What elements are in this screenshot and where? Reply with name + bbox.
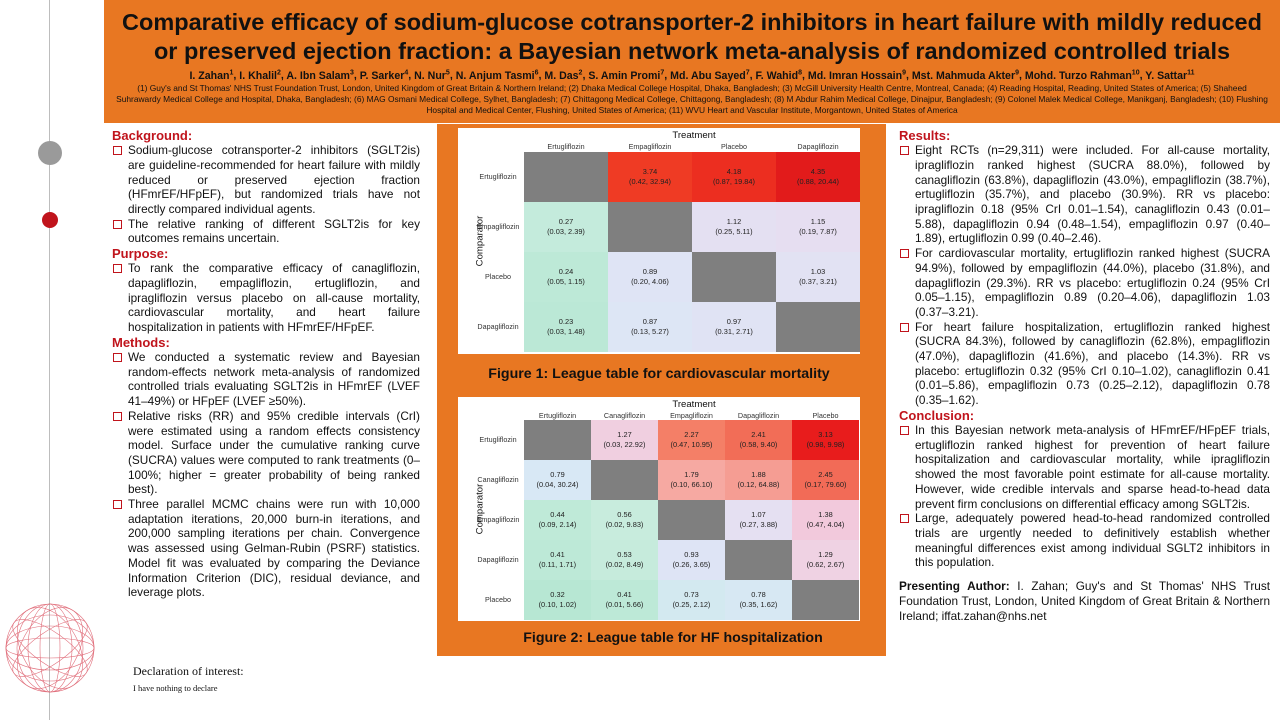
bullet-item: For cardiovascular mortality, ertugliflozin ranked highest (SUCRA 94.9%), followed by empagliflozin (44.0%), placebo (31.8%), and dapagliflozin (29.3%). RR vs placebo: ertugliflozin 0.24 (95% CrI 0.05–1.15), empagliflozin 0.89 (0.20–4.06), dapagliflozin 1.03 (0.37–3.21). [899, 246, 1270, 320]
author-name: M. Das$^2$ [544, 69, 583, 82]
league-table-cell [692, 152, 776, 202]
league-table-cell [792, 420, 859, 460]
league-table-diagonal-cell [658, 500, 725, 540]
bullet-item: Three parallel MCMC chains were run with 10,000 adaptation iterations, 20,000 burn-in iterations, and 200,000 sampling iterations per chain. Convergence was assessed using Gelman-Rubin (PSRF) statistics. Model fit was evaluated by comparing the Deviance Information Criterion (DIC), residual deviance, and leverage plots. [112, 497, 420, 600]
relative-risk-value: 1.12 [726, 217, 742, 226]
author-name: N. Nur$^5$ [414, 69, 450, 82]
league-table-cell [658, 460, 725, 500]
conclusion-list [899, 423, 1270, 570]
author-affiliation-number: 10 [1131, 69, 1140, 76]
poster-title [104, 8, 1280, 66]
comparator-row-header: Placebo [485, 595, 511, 604]
league-table-cell [792, 460, 859, 500]
author-affiliation-number: 7 [660, 69, 665, 76]
author-name: P. Sarker$^4$ [359, 69, 409, 82]
left-column [112, 128, 420, 600]
relative-risk-value: 1.27 [617, 430, 632, 439]
relative-risk-value: 0.44 [550, 510, 565, 519]
relative-risk-value: 0.89 [642, 267, 658, 276]
league-table-cell [591, 420, 658, 460]
author-affiliation-number: 1 [229, 69, 234, 76]
league-table-cell [591, 500, 658, 540]
credible-interval: (0.62, 2.67) [806, 560, 845, 569]
author-affiliation-number: 7 [745, 69, 750, 76]
league-table-cell [692, 202, 776, 252]
credible-interval: (0.27, 3.88) [739, 520, 778, 529]
comparator-row-header: Placebo [485, 272, 511, 281]
bullet-item: Large, adequately powered head-to-head randomized controlled trials are urgently needed to definitively establish whether meaningful differences exist among individual SGLT2 inhibitors in this population. [899, 511, 1270, 570]
league-table-cell [692, 302, 776, 352]
right-column [899, 128, 1270, 623]
presenting-author-text: I. Zahan; Guy's and St Thomas' NHS Trust Foundation Trust, London, United Kingdom of Great Britain & Northern Ireland; iffat.zahan@nhs.net [899, 579, 1270, 623]
league-table-diagonal-cell [524, 152, 608, 202]
author-affiliation-number: 4 [404, 69, 409, 76]
relative-risk-value: 0.79 [550, 470, 565, 479]
relative-risk-value: 0.53 [617, 550, 632, 559]
relative-risk-value: 0.73 [684, 590, 699, 599]
credible-interval: (0.87, 19.84) [713, 177, 755, 186]
comparator-row-header: Dapagliflozin [477, 322, 519, 331]
credible-interval: (0.02, 9.83) [605, 520, 644, 529]
bullet-item: To rank the comparative efficacy of canagliflozin, dapagliflozin, empagliflozin, ertugliflozin, and ipragliflozin versus placebo on all-cause mortality, cardiovascular mortality, and heart failure hospitalization in patients with HFmrEF/HFpEF. [112, 261, 420, 335]
league-table-cell [792, 540, 859, 580]
credible-interval: (0.35, 1.62) [739, 600, 778, 609]
relative-risk-value: 4.35 [810, 167, 826, 176]
league-table-cell [658, 580, 725, 620]
relative-risk-value: 0.23 [558, 317, 574, 326]
league-table-cell [608, 252, 692, 302]
relative-risk-value: 0.93 [684, 550, 699, 559]
credible-interval: (0.26, 3.65) [672, 560, 711, 569]
relative-risk-value: 4.18 [726, 167, 742, 176]
author-affiliation-number: 11 [1187, 69, 1195, 76]
author-affiliation-number: 3 [349, 69, 354, 76]
league-table-cell [776, 152, 860, 202]
credible-interval: (0.19, 7.87) [799, 227, 837, 236]
league-table-cell [524, 460, 591, 500]
author-name: Mst. Mahmuda Akter$^9$ [911, 69, 1019, 82]
league-table-cell [524, 580, 591, 620]
league-table-cell [524, 302, 608, 352]
treatment-axis-label: Treatment [672, 130, 716, 141]
treatment-column-header: Empagliflozin [670, 411, 713, 420]
relative-risk-value: 0.27 [558, 217, 574, 226]
league-table-cell [776, 202, 860, 252]
credible-interval: (0.10, 66.10) [670, 480, 713, 489]
league-table-cell [725, 500, 792, 540]
relative-risk-value: 1.38 [818, 510, 833, 519]
comparator-axis-label: Comparator [474, 483, 486, 535]
author-name: I. Khalil$^2$ [239, 69, 281, 82]
relative-risk-value: 0.41 [550, 550, 565, 559]
presenting-author [899, 579, 1270, 623]
treatment-column-header: Ertugliflozin [547, 142, 585, 151]
treatment-column-header: Placebo [812, 411, 839, 420]
league-table-diagonal-cell [591, 460, 658, 500]
credible-interval: (0.04, 30.24) [536, 480, 579, 489]
relative-risk-value: 2.41 [751, 430, 766, 439]
credible-interval: (0.98, 9.98) [806, 440, 845, 449]
results-list [899, 143, 1270, 408]
presenting-author-label: Presenting Author: [899, 579, 1010, 594]
league-table-cell [658, 420, 725, 460]
results-heading: Results: [899, 128, 951, 143]
credible-interval: (0.05, 1.15) [547, 277, 585, 286]
affiliations: (1) Guy's and St Thomas' NHS Trust Foundation Trust, London, United Kingdom of Great Britain & Northern Ireland; (2) Dhaka Medical College Hospital, Dhaka, Bangladesh; (3) McGill University Health Centre, Montreal, Canada; (4) Reading Hospital, Reading, United States of America; (5) Shaheed Suhrawardy Medical College and Hospital, Dhaka, Bangladesh; (6) MAG Osmani Medical College, Sylhet, Bangladesh; (7) Chittagong Medical College, Chittagong, Bangladesh; (8) M Abdur Rahim Medical College, Dinajpur, Bangladesh; (9) Colonel Malek Medical College, Manikganj, Bangladesh; (10) Flushing Hospital and Medical Center, Flushing, United States of America; (11) WVU Heart and Vascular Institute, Morgantown, United States of America [116, 82, 1268, 115]
credible-interval: (0.11, 1.71) [538, 560, 577, 569]
author-affiliation-number: 6 [534, 69, 539, 76]
author-affiliation-number: 9 [1015, 69, 1019, 76]
author-name: F. Wahid$^8$ [755, 69, 802, 82]
league-table-cell [658, 540, 725, 580]
bullet-item: Sodium-glucose cotransporter-2 inhibitors (SGLT2is) are guideline-recommended for heart failure with mildly reduced or preserved ejection fraction (HFmrEF/HFpEF), but randomized trials have not directly compared individual agents. [112, 143, 420, 217]
author-name: I. Zahan$^1$ [189, 69, 234, 82]
methods-list [112, 350, 420, 600]
bullet-item: Eight RCTs (n=29,311) were included. For all-cause mortality, ipragliflozin ranked highest (SUCRA 88.0%), followed by canagliflozin (63.8%), dapagliflozin (43.0%), empagliflozin (38.7%), ertugliflozin (35.7%), and placebo (30.9%). RR vs placebo: ipragliflozin 0.18 (95% CrI 0.01–1.54), canagliflozin 0.43 (0.01–5.88), dapagliflozin 0.94 (0.48–1.54), empagliflozin 0.97 (0.40–1.89), ertugliflozin 0.99 (0.40–2.46). [899, 143, 1270, 246]
league-table-hf-hospitalization [458, 397, 860, 621]
league-table-cell [524, 252, 608, 302]
league-table-cell [524, 540, 591, 580]
treatment-column-header: Placebo [721, 142, 747, 151]
comparator-row-header: Empagliflozin [476, 515, 520, 524]
bullet-item: We conducted a systematic review and Bayesian random-effects network meta-analysis of randomized controlled trials evaluating SGLT2is in HFmrEF (LVEF 41–49%) or HFpEF (LVEF ≥50%). [112, 350, 420, 409]
relative-risk-value: 2.27 [684, 430, 699, 439]
credible-interval: (0.58, 9.40) [739, 440, 778, 449]
league-table-cell [524, 202, 608, 252]
conclusion-heading: Conclusion: [899, 407, 975, 423]
purpose-list [112, 261, 420, 335]
credible-interval: (0.20, 4.06) [631, 277, 669, 286]
league-table-cell [608, 302, 692, 352]
relative-risk-value: 1.88 [751, 470, 766, 479]
author-name: N. Anjum Tasmi$^6$ [455, 69, 539, 82]
author-affiliation-number: 8 [798, 69, 802, 76]
credible-interval: (0.01, 5.66) [605, 600, 644, 609]
league-table-cell [591, 580, 658, 620]
credible-interval: (0.88, 20.44) [797, 177, 839, 186]
author-name: Md. Imran Hossain$^9$ [807, 69, 906, 82]
title-line-1: Comparative efficacy of sodium-glucose cotransporter-2 inhibitors in heart failure with mildly reduced [122, 9, 1262, 35]
author-name: Y. Sattar$^{11}$ [1145, 69, 1195, 82]
league-table-cell [524, 500, 591, 540]
bullet-item: In this Bayesian network meta-analysis of HFmrEF/HFpEF trials, ertugliflozin ranked highest for prevention of heart failure hospitalization and cardiovascular mortality, while ipragliflozin showed the most favorable point estimate for all-cause mortality. However, wide credible intervals and sparse head-to-head data prevent firm conclusions on differential efficacy among SGLT2is. [899, 423, 1270, 511]
league-table-cell [725, 580, 792, 620]
league-table-cell [608, 152, 692, 202]
poster-header [104, 0, 1280, 123]
author-name: Mohd. Turzo Rahman$^{10}$ [1024, 69, 1140, 82]
relative-risk-value: 0.24 [558, 267, 574, 276]
treatment-column-header: Dapagliflozin [797, 142, 839, 151]
relative-risk-value: 0.56 [617, 510, 632, 519]
title-line-2: or preserved ejection fraction: a Bayesian network meta-analysis of randomized controlled trials [153, 38, 1231, 64]
author-affiliation-number: 5 [445, 69, 450, 76]
relative-risk-value: 2.45 [818, 470, 833, 479]
figure-1-caption: Figure 1: League table for cardiovascular mortality [488, 366, 830, 382]
credible-interval: (0.31, 2.71) [715, 327, 753, 336]
credible-interval: (0.47, 10.95) [670, 440, 713, 449]
comparator-row-header: Canagliflozin [477, 475, 519, 484]
grey-dot-icon [38, 141, 62, 165]
purpose-heading: Purpose: [112, 246, 169, 262]
comparator-row-header: Ertugliflozin [479, 435, 517, 444]
treatment-column-header: Dapagliflozin [737, 411, 780, 420]
treatment-column-header: Empagliflozin [628, 142, 672, 151]
league-table-diagonal-cell [692, 252, 776, 302]
credible-interval: (0.17, 79.60) [804, 480, 847, 489]
league-table-diagonal-cell [608, 202, 692, 252]
relative-risk-value: 1.29 [818, 550, 833, 559]
league-table-diagonal-cell [725, 540, 792, 580]
declaration-heading: Declaration of interest: [133, 664, 244, 678]
league-table-diagonal-cell [776, 302, 860, 352]
league-table-cv-mortality [458, 128, 860, 354]
relative-risk-value: 0.32 [550, 590, 565, 599]
comparator-row-header: Dapagliflozin [477, 555, 519, 564]
league-table-cell [725, 420, 792, 460]
league-table-diagonal-cell [524, 420, 591, 460]
relative-risk-value: 0.97 [726, 317, 742, 326]
author-affiliation-number: 9 [902, 69, 906, 76]
author-name: S. Amin Promi$^7$ [588, 69, 665, 82]
credible-interval: (0.25, 2.12) [672, 600, 711, 609]
credible-interval: (0.02, 8.49) [605, 560, 644, 569]
relative-risk-value: 3.13 [818, 430, 833, 439]
wireframe-globe-icon [4, 602, 96, 694]
author-list: I. Zahan$^1$, I. Khalil$^2$, A. Ibn Salam$^3$, P. Sarker$^4$, N. Nur$^5$, N. Anjum Tasmi$^6$, M. Das$^2$, S. Amin Promi$^7$, Md. Abu Sayed$^7$, F. Wahid$^8$, Md. Imran Hossain$^9$, Mst. Mahmuda Akter$^9$, Mohd. Turzo Rahman$^{10}$, Y. Sattar$^{11}$ [189, 69, 1195, 82]
credible-interval: (0.13, 5.27) [631, 327, 669, 336]
credible-interval: (0.42, 32.94) [629, 177, 671, 186]
author-affiliation-number: 2 [276, 69, 281, 76]
credible-interval: (0.03, 1.48) [547, 327, 585, 336]
background-heading: Background: [112, 128, 193, 143]
league-table-cell [725, 460, 792, 500]
bullet-item: The relative ranking of different SGLT2is for key outcomes remains uncertain. [112, 217, 420, 246]
credible-interval: (0.03, 22.92) [603, 440, 646, 449]
author-name: A. Ibn Salam$^3$ [286, 69, 354, 82]
author-name: Md. Abu Sayed$^7$ [670, 69, 750, 82]
red-dot-icon [42, 212, 58, 228]
relative-risk-value: 1.15 [810, 217, 826, 226]
bullet-item: For heart failure hospitalization, ertugliflozin ranked highest (SUCRA 84.3%), followed by canagliflozin (62.8%), empagliflozin (47.0%), dapagliflozin (41.6%), and placebo (14.3%). RR vs placebo: ertugliflozin 0.32 (95% CrI 0.10–1.02), canagliflozin 0.41 (0.01–5.86), empagliflozin 0.73 (0.25–2.12), dapagliflozin 0.78 (0.35–1.62). [899, 320, 1270, 408]
relative-risk-value: 1.79 [684, 470, 699, 479]
treatment-axis-label: Treatment [672, 399, 716, 410]
relative-risk-value: 1.03 [810, 267, 826, 276]
league-table-cell [591, 540, 658, 580]
relative-risk-value: 0.87 [642, 317, 658, 326]
treatment-column-header: Ertugliflozin [538, 411, 577, 420]
league-table-diagonal-cell [792, 580, 859, 620]
credible-interval: (0.09, 2.14) [538, 520, 577, 529]
relative-risk-value: 0.41 [617, 590, 632, 599]
league-table-cell [792, 500, 859, 540]
credible-interval: (0.12, 64.88) [737, 480, 780, 489]
comparator-row-header: Ertugliflozin [479, 172, 517, 181]
credible-interval: (0.03, 2.39) [547, 227, 585, 236]
treatment-column-header: Canagliflozin [603, 411, 646, 420]
league-table-cell [776, 252, 860, 302]
credible-interval: (0.37, 3.21) [799, 277, 837, 286]
relative-risk-value: 1.07 [751, 510, 766, 519]
bullet-item: Relative risks (RR) and 95% credible intervals (CrI) were estimated using a random effects consistency model. Surface under the cumulative ranking curve (SUCRA) values were computed to rank treatments (0–100%; higher = greater probability of being ranked best). [112, 409, 420, 497]
declaration-text: I have nothing to declare [133, 683, 218, 693]
comparator-row-header: Empagliflozin [476, 222, 520, 231]
figure-2-caption: Figure 2: League table for HF hospitalization [523, 630, 823, 646]
methods-heading: Methods: [112, 334, 170, 350]
relative-risk-value: 0.78 [751, 590, 766, 599]
declaration-of-interest [133, 664, 244, 693]
credible-interval: (0.47, 4.04) [806, 520, 845, 529]
left-decoration [0, 0, 100, 720]
credible-interval: (0.10, 1.02) [538, 600, 577, 609]
comparator-axis-label: Comparator [474, 215, 486, 267]
relative-risk-value: 3.74 [642, 167, 658, 176]
background-list [112, 143, 420, 246]
author-affiliation-number: 2 [578, 69, 583, 76]
credible-interval: (0.25, 5.11) [715, 227, 753, 236]
